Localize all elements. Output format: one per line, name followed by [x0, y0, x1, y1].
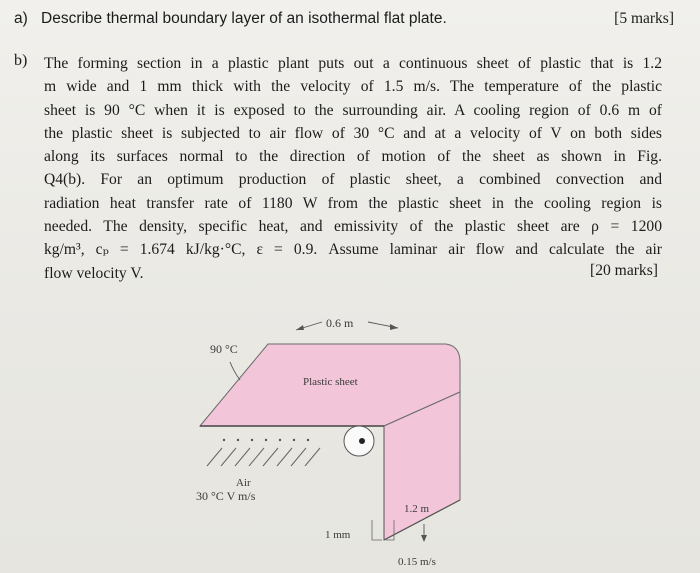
arrowhead-icon [421, 535, 427, 542]
part-a-text: Describe thermal boundary layer of an isothermal flat plate. [41, 10, 447, 27]
thickness-label: 1 mm [325, 529, 351, 541]
temperature-label: 90 °C [210, 342, 238, 356]
part-b-label: b) [14, 52, 28, 69]
thickness-bracket [372, 520, 382, 540]
arrowhead-icon [296, 325, 304, 330]
part-b-line: sheet is 90 °C when it is exposed to the surrounding air. A cooling region of 0.6 m of [44, 101, 662, 119]
length-label: 0.6 m [326, 316, 354, 330]
speed-label: 0.15 m/s [398, 556, 436, 568]
air-flow-arrows [207, 448, 320, 466]
part-b-line: needed. The density, specific heat, and emissivity of the plastic sheet are ρ = 1200 [44, 218, 662, 236]
air-flow-dots [223, 439, 309, 441]
air-label: Air [236, 477, 251, 489]
sheet-label: Plastic sheet [303, 376, 358, 388]
part-b-line: kg/m³, cₚ = 1.674 kJ/kg·°C, ε = 0.9. Assume laminar air flow and calculate the air [44, 241, 662, 259]
part-b-line: along its surfaces normal to the direction of motion of the sheet as shown in Fig. [44, 148, 662, 166]
part-b-line: Q4(b). For an optimum production of plastic sheet, a combined convection and [44, 171, 662, 189]
part-b-line: radiation heat transfer rate of 1180 W from the plastic sheet in the cooling region is [44, 194, 662, 212]
air-conditions-label: 30 °C V m/s [196, 489, 256, 503]
arrowhead-icon [390, 324, 398, 330]
temperature-leader-line [230, 362, 240, 380]
part-a-marks: [5 marks] [614, 10, 674, 27]
part-a-label: a) [14, 10, 28, 27]
part-b-line: m wide and 1 mm thick with the velocity of 1.5 m/s. The temperature of the plastic [44, 78, 662, 96]
part-b-line: the plastic sheet is subjected to air flow of 30 °C and at a velocity of V on both sides [44, 124, 662, 142]
width-label: 1.2 m [404, 503, 430, 515]
part-b-line: The forming section in a plastic plant puts out a continuous sheet of plastic that is 1.2 [44, 55, 662, 72]
part-b-marks: [20 marks] [590, 262, 658, 279]
roller-axle-icon [359, 438, 365, 444]
part-b-line: flow velocity V. [44, 264, 144, 282]
